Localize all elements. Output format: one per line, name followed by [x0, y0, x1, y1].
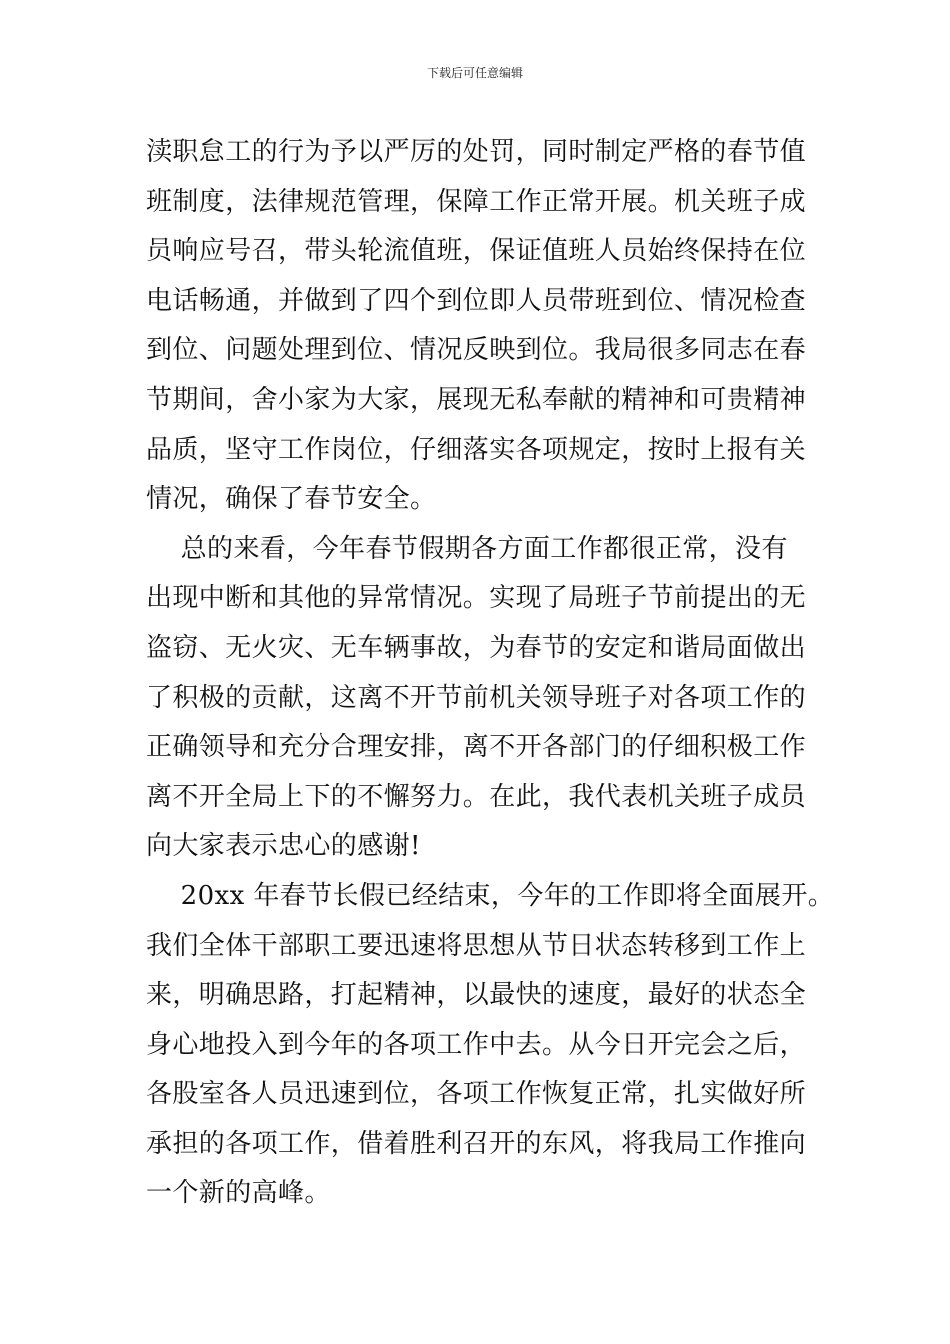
- text-line: 总的来看，今年春节假期各方面工作都很正常，没有: [146, 533, 788, 564]
- text-line: 班制度，法律规范管理，保障工作正常开展。机关班子成: [146, 186, 807, 217]
- text-line: 向大家表示忠心的感谢!: [146, 831, 421, 862]
- text-line: 20xx 年春节长假已经结束，今年的工作即将全面展开。: [146, 880, 835, 911]
- text-line: 情况，确保了春节安全。: [146, 484, 437, 515]
- text-line: 节期间，舍小家为大家，展现无私奉献的精神和可贵精神: [146, 384, 807, 415]
- text-line: 一个新的高峰。: [146, 1178, 331, 1209]
- text-line: 各股室各人员迅速到位，各项工作恢复正常，扎实做好所: [146, 1079, 807, 1110]
- text-line: 电话畅通，并做到了四个到位即人员带班到位、情况检查: [146, 285, 807, 316]
- page-header: 下载后可任意编辑: [426, 66, 523, 80]
- text-line: 了积极的贡献，这离不开节前机关领导班子对各项工作的: [146, 682, 807, 713]
- text-line: 员响应号召，带头轮流值班，保证值班人员始终保持在位: [146, 236, 807, 267]
- document-body: [146, 128, 846, 1219]
- text-line: 到位、问题处理到位、情况反映到位。我局很多同志在春: [146, 335, 807, 366]
- text-line: 渎职怠工的行为予以严厉的处罚，同时制定严格的春节值: [146, 137, 807, 167]
- text-line: 我们全体干部职工要迅速将思想从节日状态转移到工作上: [146, 930, 807, 961]
- text-line: 品质，坚守工作岗位，仔细落实各项规定，按时上报有关: [146, 434, 807, 465]
- text-line: 离不开全局上下的不懈努力。在此，我代表机关班子成员: [146, 781, 807, 812]
- text-line: 承担的各项工作，借着胜利召开的东风，将我局工作推向: [146, 1128, 807, 1159]
- text-line: 出现中断和其他的异常情况。实现了局班子节前提出的无: [146, 583, 807, 614]
- text-line: 正确领导和充分合理安排，离不开各部门的仔细积极工作: [146, 732, 807, 763]
- text-line: 来，明确思路，打起精神，以最快的速度，最好的状态全: [146, 980, 807, 1011]
- text-line: 盗窃、无火灾、无车辆事故，为春节的安定和谐局面做出: [146, 632, 807, 663]
- text-line: 身心地投入到今年的各项工作中去。从今日开完会之后，: [146, 1029, 807, 1060]
